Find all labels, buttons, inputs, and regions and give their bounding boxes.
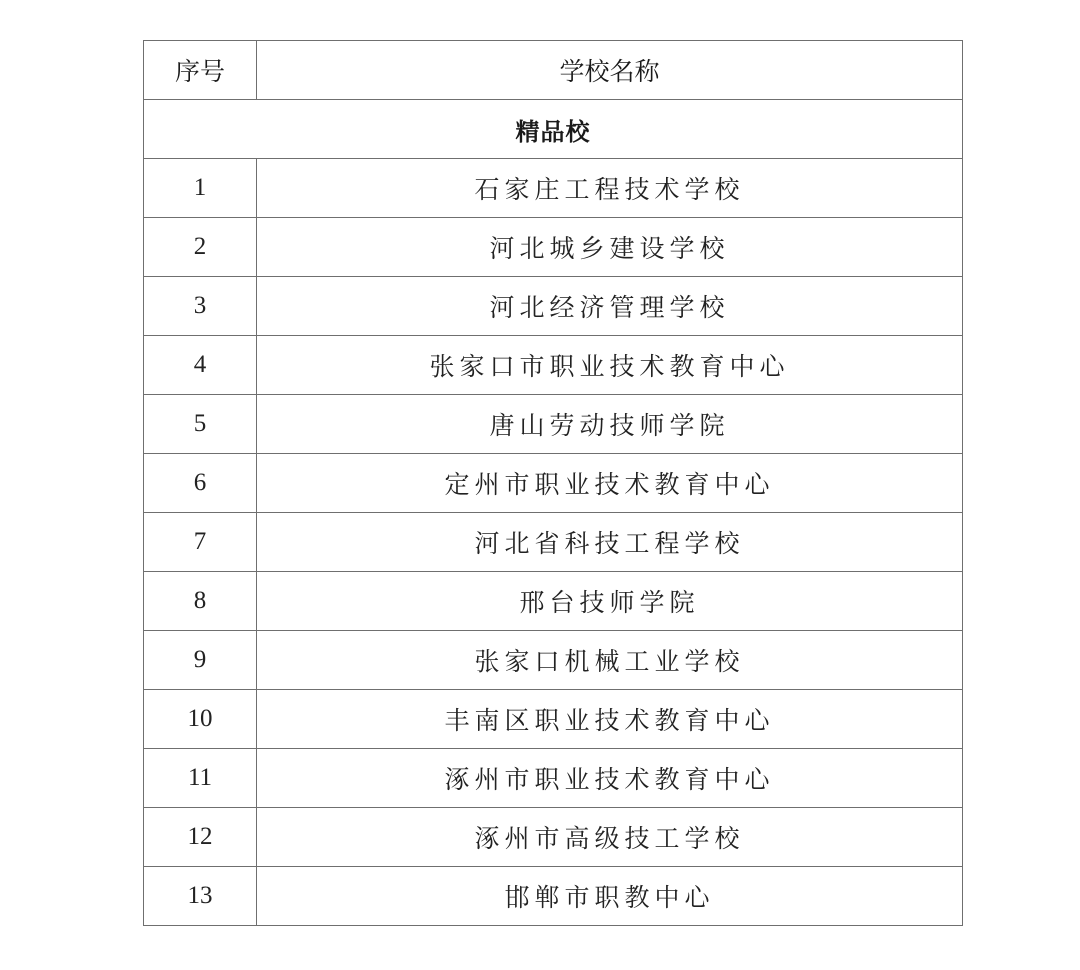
row-school-name: 石家庄工程技术学校 — [257, 159, 963, 218]
row-school-name: 定州市职业技术教育中心 — [257, 454, 963, 513]
row-school-name: 涿州市高级技工学校 — [257, 808, 963, 867]
row-index: 5 — [144, 395, 257, 454]
row-school-name: 邯郸市职教中心 — [257, 867, 963, 926]
table-row — [144, 277, 963, 336]
row-school-name: 张家口机械工业学校 — [257, 631, 963, 690]
section-row — [144, 100, 963, 159]
table-row — [144, 572, 963, 631]
table-row — [144, 690, 963, 749]
row-school-name: 张家口市职业技术教育中心 — [257, 336, 963, 395]
table-row — [144, 867, 963, 926]
row-index: 10 — [144, 690, 257, 749]
row-index: 6 — [144, 454, 257, 513]
row-school-name: 邢台技师学院 — [257, 572, 963, 631]
row-school-name: 丰南区职业技术教育中心 — [257, 690, 963, 749]
row-school-name: 涿州市职业技术教育中心 — [257, 749, 963, 808]
row-index: 3 — [144, 277, 257, 336]
row-index: 8 — [144, 572, 257, 631]
table-row — [144, 631, 963, 690]
row-index: 2 — [144, 218, 257, 277]
table-row — [144, 395, 963, 454]
school-list-table — [143, 40, 963, 926]
row-index: 7 — [144, 513, 257, 572]
table-row — [144, 808, 963, 867]
section-title: 精品校 — [144, 100, 963, 159]
row-index: 11 — [144, 749, 257, 808]
table-row — [144, 513, 963, 572]
header-school-name: 学校名称 — [257, 41, 963, 100]
row-school-name: 唐山劳动技师学院 — [257, 395, 963, 454]
table-row — [144, 159, 963, 218]
row-school-name: 河北城乡建设学校 — [257, 218, 963, 277]
header-index: 序号 — [144, 41, 257, 100]
table-row — [144, 218, 963, 277]
table-row — [144, 336, 963, 395]
table-header-row — [144, 41, 963, 100]
table-row — [144, 454, 963, 513]
row-school-name: 河北经济管理学校 — [257, 277, 963, 336]
row-index: 4 — [144, 336, 257, 395]
row-index: 12 — [144, 808, 257, 867]
row-school-name: 河北省科技工程学校 — [257, 513, 963, 572]
row-index: 9 — [144, 631, 257, 690]
row-index: 1 — [144, 159, 257, 218]
table-row — [144, 749, 963, 808]
row-index: 13 — [144, 867, 257, 926]
